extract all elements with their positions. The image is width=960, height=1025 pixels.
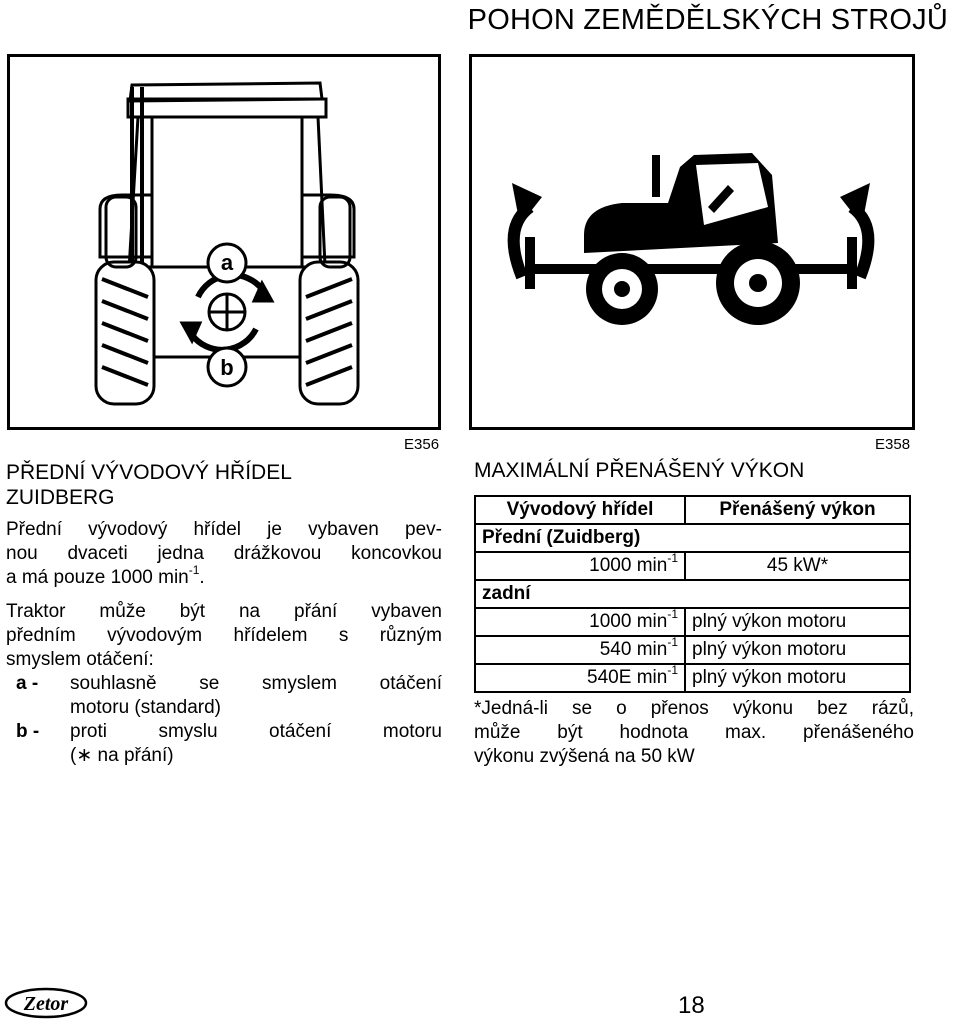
table-section-row [475, 524, 910, 552]
zetor-logo [4, 986, 88, 1020]
table-row: 1000 $\min^{-1}$ 45 kW* [475, 552, 910, 580]
column-header-shaft: Vývodový hřídel [475, 496, 685, 524]
figure-pto-symbol [469, 54, 915, 430]
table-row: 1000 $\min^{-1}$ plný výkon motoru [475, 608, 910, 636]
figure-code-left: E356 [404, 436, 440, 453]
label-a: a [220, 250, 234, 275]
section-heading-max-power: MAXIMÁLNÍ PŘENÁŠENÝ VÝKON [474, 459, 805, 482]
page-number: 18 [678, 992, 705, 1019]
right-column [474, 458, 914, 769]
paragraph-options: Traktor může být na přání vybaven předním vývodovým hřídelem s různým smyslem otáčení: [6, 601, 442, 670]
figure-code-right: E358 [875, 436, 911, 453]
tractor-rear-drawing [10, 57, 438, 427]
zetor-logo-icon [4, 986, 88, 1020]
list-item: a - souhlasně se smyslem otáčení motoru (standard) [16, 673, 442, 718]
section-heading-front-pto: PŘEDNÍ VÝVODOVÝ HŘÍDEL ZUIDBERG [6, 461, 292, 509]
left-column [6, 460, 442, 768]
label-b: b [220, 355, 234, 380]
rotation-list [6, 672, 442, 768]
svg-text:Zetor: Zetor [23, 993, 69, 1015]
power-table [474, 495, 911, 693]
table-row: 540E $\min^{-1}$ plný výkon motoru [475, 664, 910, 692]
table-header-row [475, 496, 910, 524]
table-row: 540 $\min^{-1}$ plný výkon motoru [475, 636, 910, 664]
pto-symbol-drawing [472, 57, 912, 427]
column-header-power: Přenášený výkon [685, 496, 910, 524]
paragraph-front-pto: Přední vývodový hřídel je vybaven pev- nou dvaceti jedna drážkovou koncovkou a má pouze 1000 $\min^{-1}$. [6, 519, 442, 588]
footnote: *Jedná-li se o přenos výkonu bez rázů, může být hodnota max. přenášeného výkonu zvýšená na 50 kW [474, 698, 914, 767]
table-section-row [475, 580, 910, 608]
list-item: b - proti smyslu otáčení motoru (∗ na přání) [16, 721, 442, 766]
figure-tractor-rear [7, 54, 441, 430]
section-rear: zadní [475, 580, 910, 608]
page-title: POHON ZEMĚDĚLSKÝCH STROJŮ [467, 4, 948, 36]
section-front: Přední (Zuidberg) [475, 524, 910, 552]
